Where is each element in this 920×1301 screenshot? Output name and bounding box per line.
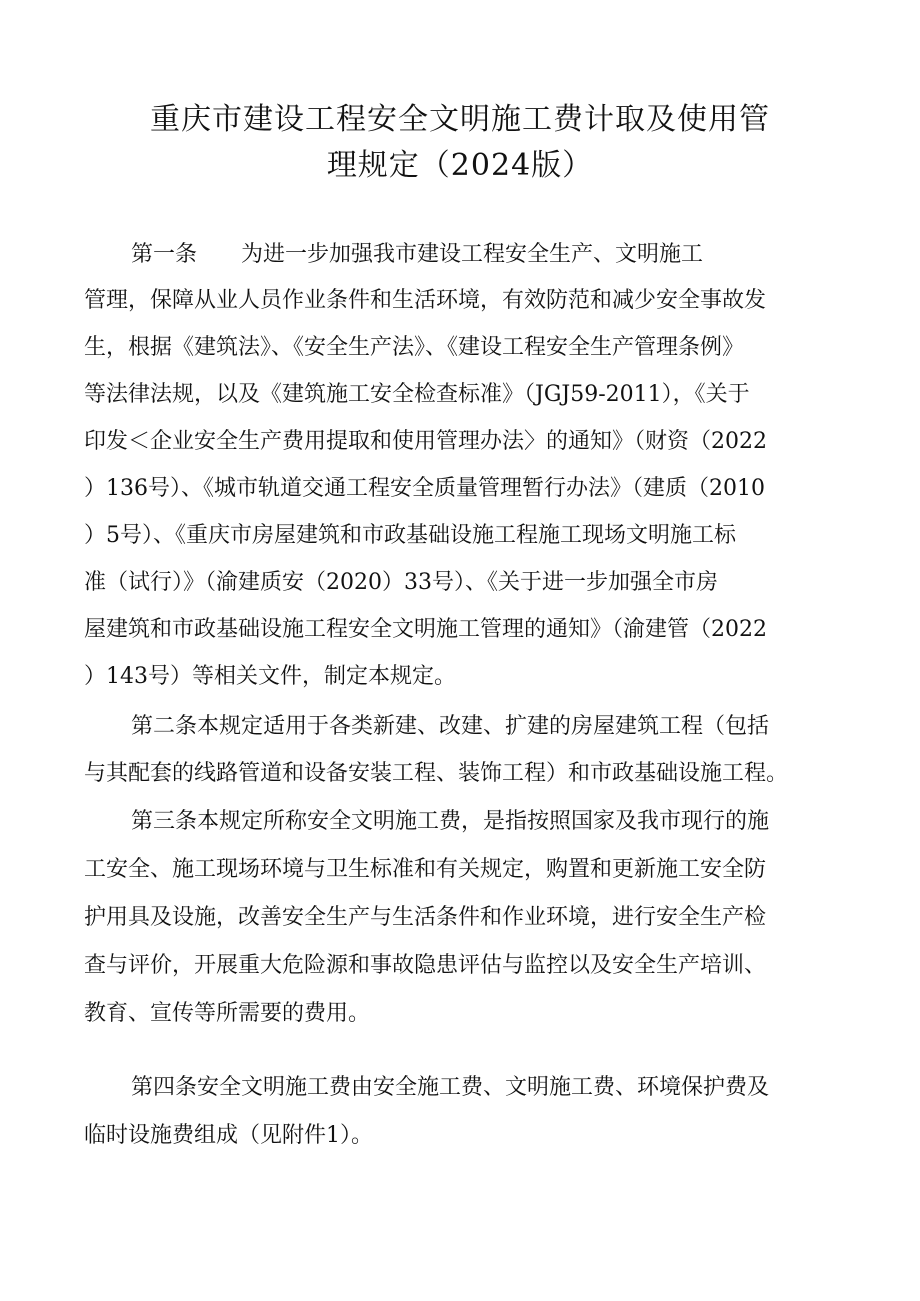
article-1-line-9: ）143号）等相关文件，制定本规定。 — [84, 664, 456, 689]
article-2-line-0: 第二条本规定适用于各类新建、改建、扩建的房屋建筑工程（包括 — [131, 714, 770, 739]
article-1-line-6: ）5号）、《重庆市房屋建筑和市政基础设施工程施工现场文明施工标 — [84, 523, 736, 548]
article-1-line-8: 屋建筑和市政基础设施工程安全文明施工管理的通知》（渝建管（2022 — [84, 617, 767, 642]
article-3-line-0: 第三条本规定所称安全文明施工费，是指按照国家及我市现行的施 — [131, 809, 770, 834]
article-2-line-1: 与其配套的线路管道和设备安装工程、装饰工程）和市政基础设施工程。 — [84, 761, 789, 786]
article-1-line-2: 生，根据《建筑法》、《安全生产法》、《建设工程安全生产管理条例》 — [84, 335, 745, 360]
article-3-line-3: 查与评价，开展重大危险源和事故隐患评估与监控以及安全生产培训、 — [84, 953, 767, 978]
article-1-line-3: 等法律法规，以及《建筑施工安全检查标准》（JGJ59-2011），《关于 — [84, 382, 750, 407]
article-1-label: 第一条 — [131, 242, 198, 267]
article-3-line-4: 教育、宣传等所需要的费用。 — [84, 1001, 371, 1026]
article-3-line-1: 工安全、施工现场环境与卫生标准和有关规定，购置和更新施工安全防 — [84, 857, 767, 882]
article-3-line-2: 护用具及设施，改善安全生产与生活条件和作业环境，进行安全生产检 — [84, 905, 767, 930]
article-1-line-0: 为进一步加强我市建设工程安全生产、文明施工 — [241, 242, 704, 267]
article-1-line-7: 准（试行）》（渝建质安（2020）33号）、《关于进一步加强全市房 — [84, 570, 718, 595]
article-1-line-5: ）136号）、《城市轨道交通工程安全质量管理暂行办法》（建质（2010 — [84, 476, 765, 501]
article-1-line-1: 管理，保障从业人员作业条件和生活环境，有效防范和减少安全事故发 — [84, 288, 767, 313]
title-line-1: 重庆市建设工程安全文明施工费计取及使用管 — [150, 102, 770, 137]
article-1-first-line — [131, 240, 703, 270]
article-4-line-0: 第四条安全文明施工费由安全施工费、文明施工费、环境保护费及 — [131, 1075, 770, 1100]
title-line-2: 理规定（2024版） — [326, 148, 594, 183]
article-1-line-4: 印发＜企业安全生产费用提取和使用管理办法〉的通知》（财资（2022 — [84, 429, 767, 454]
article-4-line-1: 临时设施费组成（见附件1）。 — [84, 1123, 373, 1148]
